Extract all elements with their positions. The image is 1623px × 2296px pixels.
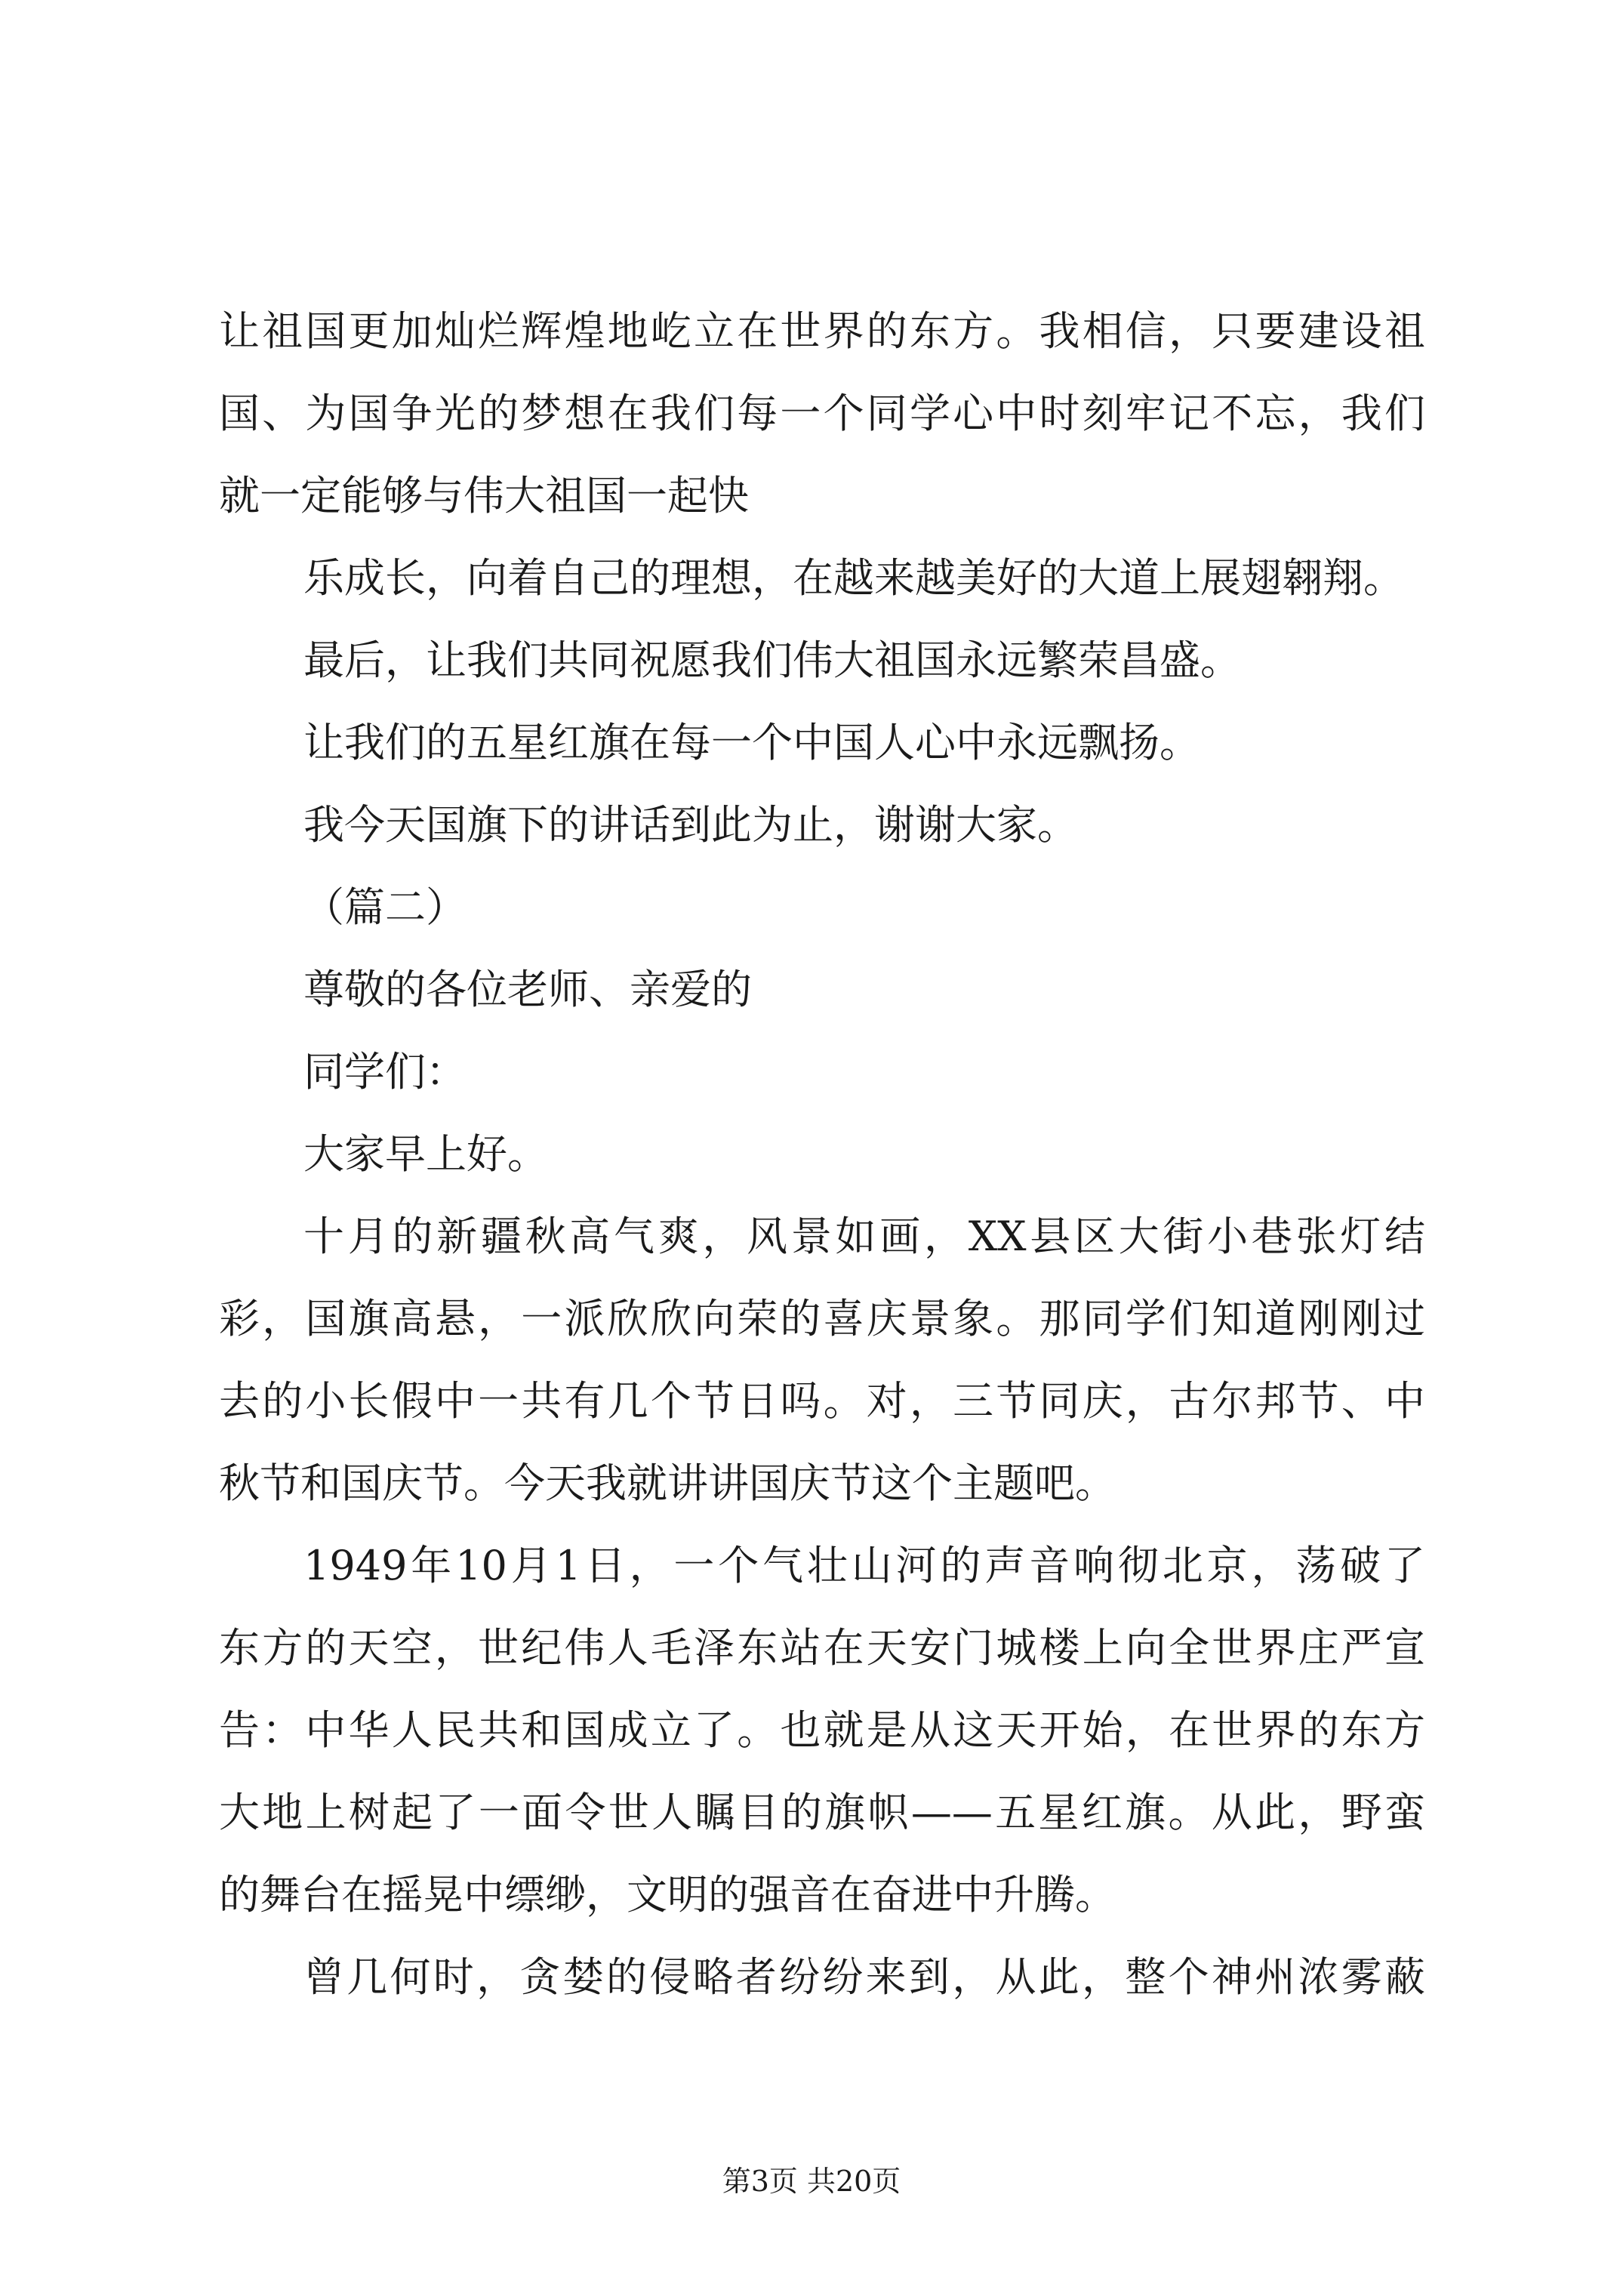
body-line: 让祖国更加灿烂辉煌地屹立在世界的东方。我相信，只要建设祖 <box>219 307 1425 355</box>
body-line: 让我们的五星红旗在每一个中国人心中永远飘扬。 <box>303 719 1200 766</box>
body-line: 1949年10月1日，一个气壮山河的声音响彻北京，荡破了 <box>303 1542 1425 1589</box>
body-line: 彩，国旗高悬，一派欣欣向荣的喜庆景象。那同学们知道刚刚过 <box>219 1295 1425 1342</box>
body-line: 曾几何时，贪婪的侵略者纷纷来到，从此，整个神州浓雾蔽 <box>303 1953 1425 2001</box>
body-line: 乐成长，向着自己的理想，在越来越美好的大道上展翅翱翔。 <box>303 554 1404 602</box>
body-line: 告：中华人民共和国成立了。也就是从这天开始，在世界的东方 <box>219 1706 1425 1754</box>
body-line: 国、为国争光的梦想在我们每一个同学心中时刻牢记不忘，我们 <box>219 390 1425 437</box>
body-line: 大地上树起了一面令世人瞩目的旗帜——五星红旗。从此，野蛮 <box>219 1789 1425 1836</box>
body-line: 秋节和国庆节。今天我就讲讲国庆节这个主题吧。 <box>219 1459 1116 1507</box>
body-line: 我今天国旗下的讲话到此为止，谢谢大家。 <box>303 801 1078 849</box>
page-footer: 第3页 共20页 <box>722 2165 901 2198</box>
body-line: 同学们： <box>303 1048 467 1096</box>
body-line: 大家早上好。 <box>303 1130 548 1178</box>
body-line: （篇二） <box>303 883 467 931</box>
body-line: 的舞台在摇晃中缥缈，文明的强音在奋进中升腾。 <box>219 1871 1116 1918</box>
document-body <box>219 290 1425 2018</box>
body-line: 东方的天空，世纪伟人毛泽东站在天安门城楼上向全世界庄严宣 <box>219 1624 1425 1672</box>
body-line: 就一定能够与伟大祖国一起快 <box>219 472 749 519</box>
body-line: 去的小长假中一共有几个节日吗。对，三节同庆，古尔邦节、中 <box>219 1377 1425 1425</box>
body-line: 尊敬的各位老师、亲爱的 <box>303 966 752 1013</box>
body-line: 最后，让我们共同祝愿我们伟大祖国永远繁荣昌盛。 <box>303 636 1241 684</box>
body-line: 十月的新疆秋高气爽，风景如画，XX县区大街小巷张灯结 <box>303 1213 1425 1260</box>
